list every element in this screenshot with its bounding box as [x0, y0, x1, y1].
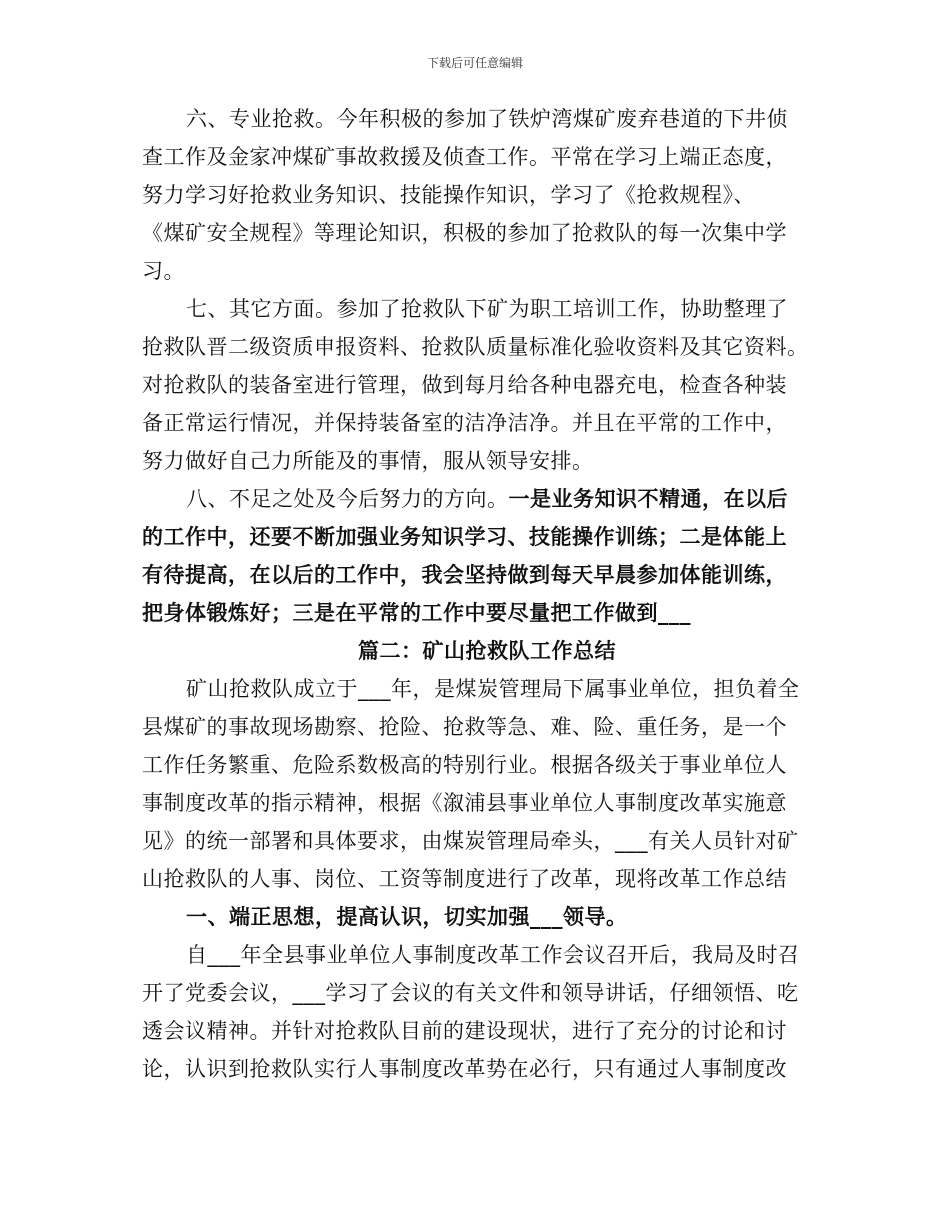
- page-header: 下载后可任意编辑: [426, 56, 523, 70]
- paragraph-line: [142, 480, 812, 518]
- paragraph-line: 努力做好自己力所能及的事情，服从领导安排。: [142, 449, 594, 473]
- document-body: [142, 100, 812, 1088]
- paragraph-line: 透会议精神。并针对抢救队目前的建设现状，进行了充分的讨论和讨: [142, 1019, 787, 1043]
- paragraph-line: 论，认识到抢救队实行人事制度改革势在必行，只有通过人事制度改: [142, 1057, 787, 1081]
- paragraph-line: 查工作及金家冲煤矿事故救援及侦查工作。平常在学习上端正态度，: [142, 145, 787, 169]
- paragraph-line: 七、其它方面。参加了抢救队下矿为职工培训工作，协助整理了: [186, 297, 788, 321]
- paragraph-line: 县煤矿的事故现场勘察、抢险、抢救等急、难、险、重任务，是一个: [142, 715, 787, 739]
- paragraph-line: 努力学习好抢救业务知识、技能操作知识，学习了《抢救规程》、: [142, 183, 755, 207]
- section-title: 篇二：矿山抢救队工作总结: [358, 639, 616, 663]
- paragraph-line: 事制度改革的指示精神，根据《溆浦县事业单位人事制度改革实施意: [142, 791, 787, 815]
- bold-text: 一是业务知识不精通，在以后: [508, 487, 788, 511]
- paragraph-line: 《煤矿安全规程》等理论知识，积极的参加了抢救队的每一次集中学: [142, 221, 787, 245]
- bold-line: 的工作中，还要不断加强业务知识学习、技能操作训练；二是体能上: [142, 525, 787, 549]
- paragraph-line: 山抢救队的人事、岗位、工资等制度进行了改革，现将改革工作总结: [142, 867, 787, 891]
- paragraph-text: 八、不足之处及今后努力的方向。: [186, 487, 509, 511]
- paragraph-line: 矿山抢救队成立于___年，是煤炭管理局下属事业单位，担负着全: [186, 677, 800, 701]
- paragraph-line: 习。: [142, 259, 185, 283]
- paragraph-line: 抢救队晋二级资质申报资料、抢救队质量标准化验收资料及其它资料。: [142, 335, 809, 359]
- paragraph-line: 对抢救队的装备室进行管理，做到每月给各种电器充电，检查各种装: [142, 373, 787, 397]
- bold-line: 有待提高，在以后的工作中，我会坚持做到每天早晨参加体能训练，: [142, 563, 787, 587]
- paragraph-line: 备正常运行情况，并保持装备室的洁净洁净。并且在平常的工作中，: [142, 411, 787, 435]
- bold-line: 把身体锻炼好；三是在平常的工作中要尽量把工作做到___: [142, 601, 691, 625]
- paragraph-line: 见》的统一部署和具体要求，由煤炭管理局牵头，___有关人员针对矿: [142, 829, 799, 853]
- paragraph-line: 开了党委会议，___学习了会议的有关文件和领导讲话，仔细领悟、吃: [142, 981, 799, 1005]
- paragraph-line: 自___年全县事业单位人事制度改革工作会议召开后，我局及时召: [186, 943, 800, 967]
- paragraph-line: 六、专业抢救。今年积极的参加了铁炉湾煤矿废弃巷道的下井侦: [186, 107, 788, 131]
- paragraph-line: 工作任务繁重、危险系数极高的特别行业。根据各级关于事业单位人: [142, 753, 787, 777]
- subheading: 一、端正思想，提高认识，切实加强___领导。: [186, 905, 628, 929]
